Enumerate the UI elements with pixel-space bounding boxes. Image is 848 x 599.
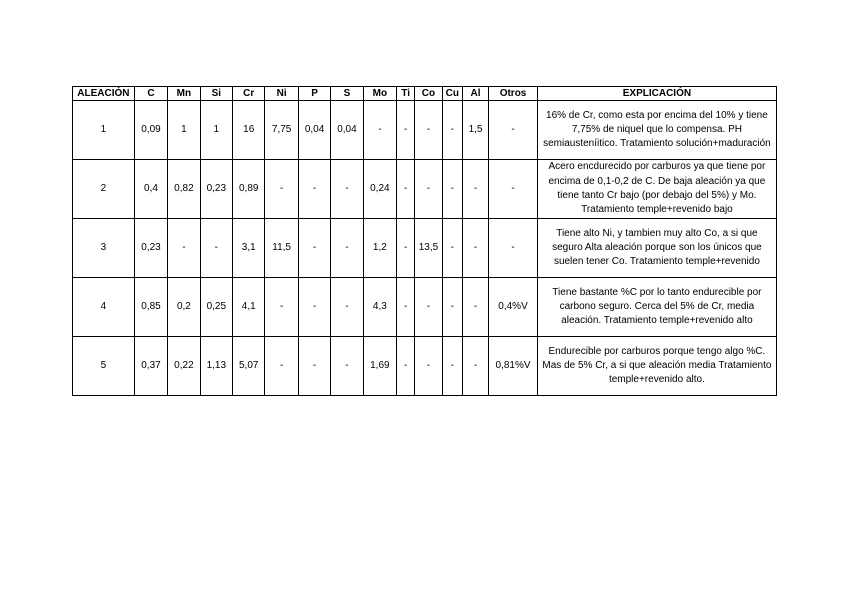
composition-cell: - (298, 337, 330, 396)
composition-cell: 0,23 (200, 160, 232, 219)
composition-cell: - (331, 337, 363, 396)
table-row (73, 278, 777, 337)
column-header: Si (200, 87, 232, 101)
composition-cell: - (489, 160, 538, 219)
composition-cell: 0,24 (363, 160, 396, 219)
column-header: Al (462, 87, 488, 101)
composition-cell: - (397, 219, 415, 278)
composition-cell: 11,5 (265, 219, 298, 278)
composition-cell: - (442, 337, 462, 396)
explanation-cell: Tiene alto Ni, y tambien muy alto Co, a si que seguro Alta aleación porque son los únicos que suelen tener Co. Tratamiento temple+revenido (537, 219, 776, 278)
composition-cell: 5,07 (233, 337, 265, 396)
composition-cell: - (489, 219, 538, 278)
explanation-cell: Tiene bastante %C por lo tanto endurecible por carbono seguro. Cerca del 5% de Cr, media aleación. Tratamiento temple+revenido alto (537, 278, 776, 337)
composition-cell: - (415, 337, 442, 396)
column-header: Ti (397, 87, 415, 101)
composition-cell: - (442, 278, 462, 337)
alloy-composition-table (72, 86, 777, 396)
column-header: Cu (442, 87, 462, 101)
composition-cell: 1,2 (363, 219, 396, 278)
composition-cell: 4,3 (363, 278, 396, 337)
composition-cell: - (265, 278, 298, 337)
composition-cell: - (298, 219, 330, 278)
composition-cell: 1,69 (363, 337, 396, 396)
composition-cell: - (397, 160, 415, 219)
composition-cell: 0,85 (134, 278, 167, 337)
composition-cell: - (331, 160, 363, 219)
composition-cell: - (462, 337, 488, 396)
column-header: Mo (363, 87, 396, 101)
composition-cell: - (265, 160, 298, 219)
column-header: S (331, 87, 363, 101)
alloy-number-cell: 4 (73, 278, 135, 337)
composition-cell: 1 (200, 101, 232, 160)
composition-cell: - (265, 337, 298, 396)
composition-cell: - (397, 101, 415, 160)
composition-cell: 0,09 (134, 101, 167, 160)
composition-cell: 0,81%V (489, 337, 538, 396)
composition-cell: - (415, 160, 442, 219)
column-header: C (134, 87, 167, 101)
composition-cell: 1,5 (462, 101, 488, 160)
composition-cell: - (331, 219, 363, 278)
alloy-number-cell: 1 (73, 101, 135, 160)
alloy-number-cell: 2 (73, 160, 135, 219)
composition-cell: - (298, 160, 330, 219)
column-header: ALEACIÓN (73, 87, 135, 101)
explanation-cell: Endurecible por carburos porque tengo algo %C. Mas de 5% Cr, a si que aleación media Tratamiento temple+revenido alto. (537, 337, 776, 396)
composition-cell: - (415, 278, 442, 337)
composition-cell: - (462, 160, 488, 219)
column-header: Mn (168, 87, 200, 101)
table-row (73, 160, 777, 219)
alloy-number-cell: 5 (73, 337, 135, 396)
composition-cell: 16 (233, 101, 265, 160)
composition-cell: - (200, 219, 232, 278)
composition-cell: 0,4%V (489, 278, 538, 337)
composition-cell: - (462, 219, 488, 278)
composition-cell: - (489, 101, 538, 160)
composition-cell: 7,75 (265, 101, 298, 160)
composition-cell: - (397, 337, 415, 396)
table-row (73, 337, 777, 396)
composition-cell: - (415, 101, 442, 160)
composition-cell: - (442, 101, 462, 160)
composition-cell: - (298, 278, 330, 337)
composition-cell: - (363, 101, 396, 160)
table-row (73, 101, 777, 160)
composition-cell: 0,23 (134, 219, 167, 278)
column-header: EXPLICACIÓN (537, 87, 776, 101)
column-header: P (298, 87, 330, 101)
column-header: Otros (489, 87, 538, 101)
composition-cell: 0,04 (331, 101, 363, 160)
header-row (73, 87, 777, 101)
composition-cell: 0,82 (168, 160, 200, 219)
composition-cell: 0,04 (298, 101, 330, 160)
column-header: Co (415, 87, 442, 101)
table-row (73, 219, 777, 278)
column-header: Cr (233, 87, 265, 101)
composition-cell: 0,2 (168, 278, 200, 337)
composition-cell: 0,89 (233, 160, 265, 219)
composition-cell: 0,4 (134, 160, 167, 219)
composition-cell: - (462, 278, 488, 337)
composition-cell: 1 (168, 101, 200, 160)
alloy-number-cell: 3 (73, 219, 135, 278)
composition-cell: - (442, 219, 462, 278)
composition-cell: - (397, 278, 415, 337)
composition-cell: 0,25 (200, 278, 232, 337)
column-header: Ni (265, 87, 298, 101)
composition-cell: 1,13 (200, 337, 232, 396)
composition-cell: 0,22 (168, 337, 200, 396)
composition-cell: - (442, 160, 462, 219)
explanation-cell: 16% de Cr, como esta por encima del 10% y tiene 7,75% de niquel que lo compensa. PH semiausteníitico. Tratamiento solución+maduración (537, 101, 776, 160)
composition-cell: 3,1 (233, 219, 265, 278)
composition-cell: 0,37 (134, 337, 167, 396)
composition-cell: - (168, 219, 200, 278)
explanation-cell: Acero encdurecido por carburos ya que tiene por encima de 0,1-0,2 de C. De baja aleación ya que tiene tanto Cr bajo (por debajo del 5%) y Mo. Tratamiento temple+revenido bajo (537, 160, 776, 219)
composition-cell: 4,1 (233, 278, 265, 337)
composition-cell: - (331, 278, 363, 337)
composition-cell: 13,5 (415, 219, 442, 278)
